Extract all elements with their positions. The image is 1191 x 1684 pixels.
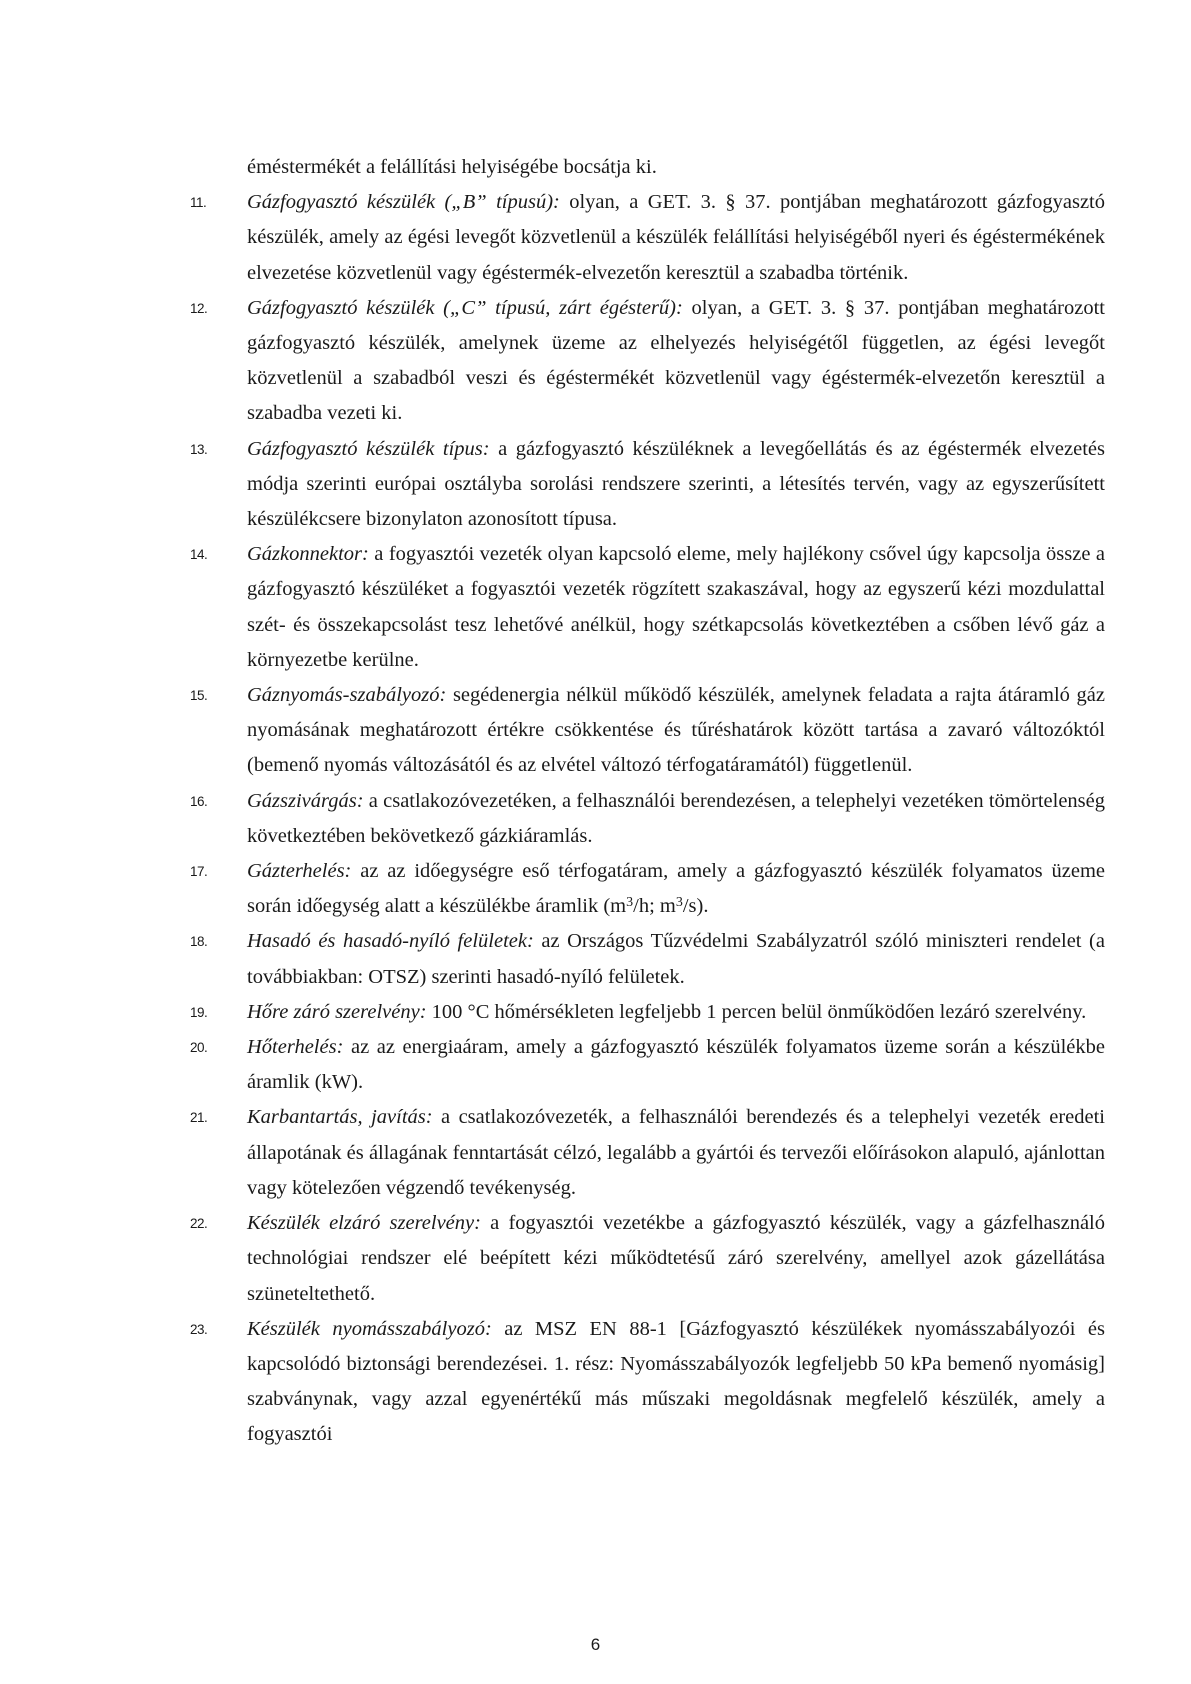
definition-item-22	[190, 1206, 1105, 1312]
definition-text: segédenergia nélkül működő készülék, amelynek feladata a rajta átáramló gáz nyomásának meghatározott értékre csökkentése és tűréshatárok között tartása a zavaró változóktól (bemenő nyomás változásától és az elvétel változó térfogatáramától) függetlenül.	[247, 684, 1105, 777]
definition-text: 100 °C hőmérsékleten legfeljebb 1 percen belül önműködően lezáró szerelvény.	[426, 1000, 1087, 1023]
definition-text: az MSZ EN 88-1 [Gázfogyasztó készülékek nyomásszabályozói és kapcsolódó biztonsági berendezései. 1. rész: Nyomásszabályozók legfeljebb 50 kPa bemenő nyomásig] szabványnak, vagy azzal egyenértékű más műszaki megoldásnak megfelelő készülék, amely a fogyasztói	[247, 1317, 1105, 1446]
item-number: 13.	[190, 441, 208, 457]
definition-text: a fogyasztói vezetékbe a gázfogyasztó készülék, vagy a gázfelhasználó technológiai rendszer elé beépített kézi működtetésű záró szerelvény, amellyel azok gázellátása szüneteltethető.	[247, 1212, 1106, 1305]
item-number: 14.	[190, 547, 208, 563]
continuation-text: éméstermékét a felállítási helyiségébe bocsátja ki.	[247, 156, 657, 178]
definition-term: Gázkonnektor:	[247, 543, 369, 566]
definition-term: Hasadó és hasadó-nyíló felületek:	[247, 930, 534, 953]
definition-term: Gázfogyasztó készülék („C” típusú, zárt égésterű):	[247, 296, 683, 319]
definitions-list	[190, 150, 1105, 1453]
definition-text: a fogyasztói vezeték olyan kapcsoló eleme, mely hajlékony csővel úgy kapcsolja össze a gázfogyasztó készüléket a fogyasztói vezeték rögzített szakaszával, hogy az egyszerű kézi mozdulattal szét- és összekapcsolást tesz lehetővé anélkül, hogy szétkapcsolás következtében a csőben lévő gáz a környezetbe kerülne.	[247, 543, 1105, 671]
definition-text: olyan, a GET. 3. § 37. pontjában meghatározott gázfogyasztó készülék, amelynek üzeme az elhelyezés helyiségétől független, az égési levegőt közvetlenül a szabadból veszi és égéstermékét közvetlenül vagy égéstermék-elvezetőn keresztül a szabadba vezeti ki.	[247, 296, 1105, 425]
definition-term: Gázszivárgás:	[247, 789, 364, 812]
definition-item-14	[190, 537, 1105, 678]
definition-term: Készülék elzáró szerelvény:	[247, 1212, 481, 1235]
definition-text: olyan, a GET. 3. § 37. pontjában meghatározott gázfogyasztó készülék, amely az égési levegőt közvetlenül a készülék felállítási helyiségéből nyeri és égéstermékének elvezetése közvetlenül vagy égéstermék-elvezetőn keresztül a szabadba történik.	[247, 191, 1105, 284]
item-number: 17.	[190, 864, 208, 880]
item-number: 23.	[190, 1321, 208, 1337]
definition-item-17	[190, 854, 1105, 924]
definition-text: az Országos Tűzvédelmi Szabályzatról szóló miniszteri rendelet (a továbbiakban: OTSZ) szerinti hasadó-nyíló felületek.	[247, 930, 1105, 988]
item-number: 11.	[190, 195, 207, 211]
definition-text: a gázfogyasztó készüléknek a levegőellátás és az égéstermék elvezetés módja szerinti európai osztályba sorolási rendszere szerinti, a létesítés tervén, vagy az egyszerűsített készülékcsere bizonylaton azonosított típusa.	[247, 437, 1105, 531]
item-number: 21.	[190, 1110, 208, 1126]
item-number: 19.	[190, 1004, 208, 1020]
definition-item-23	[190, 1312, 1105, 1453]
definition-text: a csatlakozóvezetéken, a felhasználói berendezésen, a telephelyi vezetéken tömörtelenség következtében bekövetkező gázkiáramlás.	[247, 789, 1105, 847]
item-number: 20.	[190, 1040, 208, 1056]
definition-item-11	[190, 185, 1105, 291]
definition-term: Gázterhelés:	[247, 860, 352, 883]
definition-item-19	[190, 995, 1105, 1030]
definition-item-15	[190, 678, 1105, 784]
item-number: 22.	[190, 1216, 208, 1232]
definition-item-13	[190, 432, 1105, 538]
definition-term: Készülék nyomásszabályozó:	[247, 1317, 492, 1340]
definition-term: Gázfogyasztó készülék típus:	[247, 437, 490, 460]
definition-term: Hőterhelés:	[247, 1036, 344, 1059]
definition-term: Gáznyomás-szabályozó:	[247, 684, 447, 707]
item-number: 16.	[190, 793, 208, 809]
definition-text: az az időegységre eső térfogatáram, amely a gázfogyasztó készülék folyamatos üzeme során időegység alatt a készülékbe áramlik ($m^3/h$; $m^3/s$).	[247, 860, 1105, 918]
definition-term: Gázfogyasztó készülék („B” típusú):	[247, 191, 560, 214]
item-number: 12.	[190, 300, 208, 316]
definition-item-21	[190, 1100, 1105, 1206]
definition-text: az az energiaáram, amely a gázfogyasztó készülék folyamatos üzeme során a készülékbe áramlik (kW).	[247, 1036, 1105, 1094]
item-number: 15.	[190, 688, 208, 704]
definition-item-20	[190, 1030, 1105, 1100]
definition-term: Hőre záró szerelvény:	[247, 1000, 427, 1023]
definition-text: a csatlakozóvezeték, a felhasználói berendezés és a telephelyi vezeték eredeti állapotának és állagának fenntartását célzó, legalább a gyártói és tervezői előírásokon alapuló, ajánlottan vagy kötelezően végzendő tevékenység.	[247, 1106, 1105, 1199]
page-number: 6	[590, 1635, 601, 1654]
item-number: 18.	[190, 934, 208, 950]
definition-term: Karbantartás, javítás:	[247, 1106, 433, 1129]
definition-item-18	[190, 924, 1105, 994]
definition-item-16	[190, 784, 1105, 854]
definition-item-12	[190, 291, 1105, 432]
